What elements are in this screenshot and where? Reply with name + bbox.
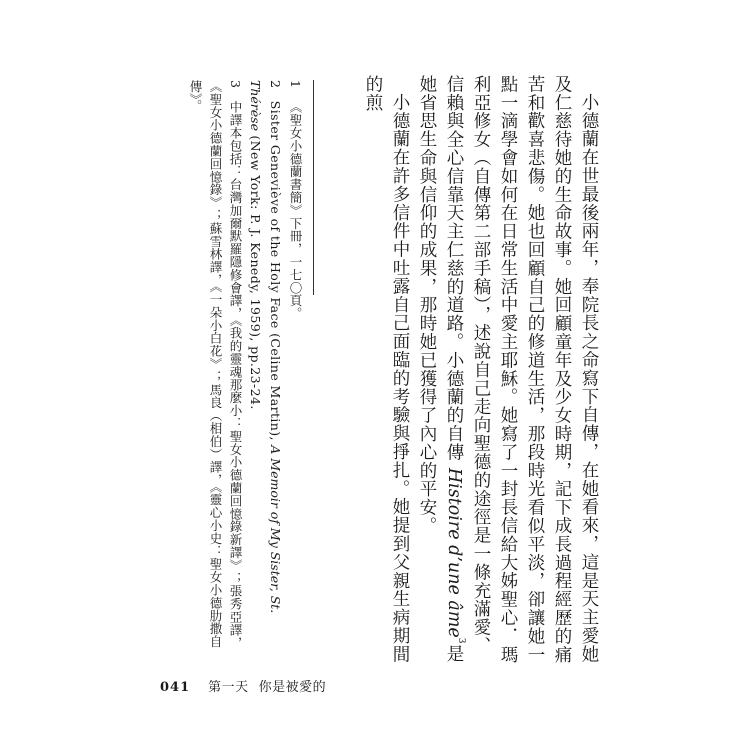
body-text (332, 75, 602, 670)
page-footer (160, 679, 326, 697)
footnote-3 (185, 80, 245, 650)
footnote-text: 《聖女小德蘭書簡》下冊，一七〇頁。 (288, 100, 303, 321)
footnote-number: 3 (228, 80, 243, 89)
footnote-1 (285, 80, 305, 650)
paragraph-1-text: 小德蘭在世最後兩年，奉院長之命寫下自傳，在她看來，這是天主愛她及仁慈待她的生命故事。她回顧童年及少女時期，記下成長過程經歷的痛苦和歡喜悲傷。她也回顧自己的修道生活，那段時光看似平淡，卻讓她一點一滴學會如何在日常生活中愛主耶穌。她寫了一封長信給大姊聖心．瑪利亞修女（自傳第二部手稿），述說自己走向聖德的途徑是一條充滿愛、信賴與全心信靠天主仁慈的道路。小德蘭的自傳 (444, 75, 599, 664)
paragraph-2-text: 小德蘭在許多信件中吐露自己面臨的考驗與掙扎。她提到父親生病期間的煎 (363, 75, 410, 663)
footnote-number: 1 (288, 80, 303, 89)
footnote-text-a: Sister Geneviève of the Holy Face (Celine Martin), (268, 100, 283, 441)
paragraph-1-end: 是她省思生命與信仰的成果，那時她已獲得了內心的平安。 (417, 75, 464, 663)
footnote-text-b: (New York: P. J. Kenedy, 1959), pp.23-24. (248, 135, 263, 410)
paragraph-1 (413, 75, 602, 670)
footnote-2 (245, 80, 285, 650)
book-title-histoire: Histoire d’une âme (444, 467, 464, 638)
chapter-title: 你是被愛的 (258, 680, 327, 695)
footnote-number: 2 (268, 80, 283, 89)
footnote-ref-3[interactable]: 3 (455, 637, 466, 645)
footnote-text: 中譯本包括：台灣加爾默羅隱修會譯，《我的靈魂那麼小：聖女小德蘭回憶錄新譯》；張秀亞譯，《聖女小德蘭回憶錄》；蘇雪林譯，《一朵小白花》；馬良（相伯）譯，《靈心小史：聖女小德肋撒自傳》。 (188, 80, 243, 650)
page-number: 041 (160, 680, 191, 695)
footnote-book-title: A Memoir of My Sister, St. Thérèse (248, 80, 283, 614)
paragraph-2 (359, 75, 413, 670)
footnotes (155, 80, 305, 650)
footnote-divider (313, 80, 314, 295)
chapter-label: 第一天 (208, 680, 249, 695)
